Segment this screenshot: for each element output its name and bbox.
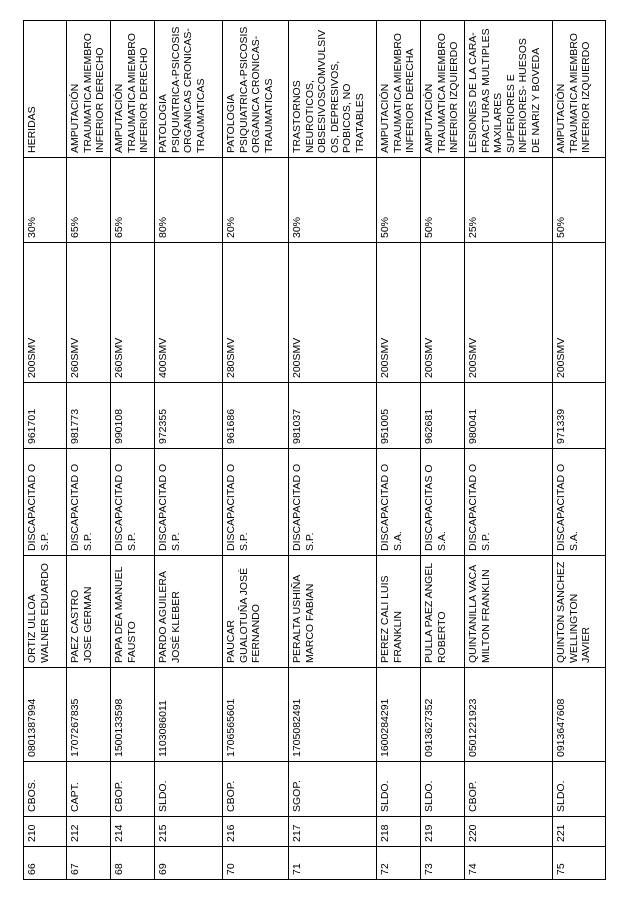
cell-no: 71 — [289, 847, 377, 880]
cell-id: 0801387994 — [24, 668, 67, 762]
cell-rank: CAPT. — [67, 762, 111, 817]
cell-desc: PATOLOGIA PSIQUIATRICA-PSICOSIS ORGANICA CRONICAS-TRAUMATICAS — [223, 21, 289, 158]
cell-pct: 50% — [553, 158, 606, 243]
cell-code: 220 — [465, 817, 553, 847]
cell-no: 66 — [24, 847, 67, 880]
cell-pct: 80% — [155, 158, 223, 243]
cell-name: PERALTA USHIÑA MARCO FABIAN — [289, 556, 377, 668]
cell-no: 68 — [111, 847, 155, 880]
rotated-table-page — [23, 21, 605, 880]
cell-type: DISCAPACITAD O S.P. — [111, 449, 155, 556]
cell-no: 69 — [155, 847, 223, 880]
cell-name: PEREZ CALI LUIS FRANKLIN — [377, 556, 421, 668]
cell-type: DISCAPACITAD O S.P. — [24, 449, 67, 556]
cell-amount: 280SMV — [223, 243, 289, 383]
table-row — [24, 21, 67, 880]
cell-num: 961686 — [223, 383, 289, 449]
cell-pct: 50% — [377, 158, 421, 243]
cell-id: 1500133598 — [111, 668, 155, 762]
cell-type: DISCAPACITAD O S.P. — [223, 449, 289, 556]
cell-amount: 200SMV — [421, 243, 465, 383]
cell-desc: AMPUTACIÓN TRAUMATICA MIEMBRO INFERIOR IZQUIERDO — [553, 21, 606, 158]
cell-num: 980041 — [465, 383, 553, 449]
cell-code: 221 — [553, 817, 606, 847]
cell-type: DISCAPACITAD O S.A. — [377, 449, 421, 556]
cell-type: DISCAPACITAD O S.P. — [465, 449, 553, 556]
cell-num: 990108 — [111, 383, 155, 449]
cell-code: 219 — [421, 817, 465, 847]
cell-rank: SLDO. — [553, 762, 606, 817]
cell-rank: CBOP. — [223, 762, 289, 817]
cell-desc: AMPUTACIÓN TRAUMATICA MIEMBRO INFERIOR DERECHA — [377, 21, 421, 158]
cell-name: PAEZ CASTRO JOSE GERMAN — [67, 556, 111, 668]
cell-rank: CBOS. — [24, 762, 67, 817]
cell-code: 214 — [111, 817, 155, 847]
cell-code: 217 — [289, 817, 377, 847]
cell-pct: 65% — [111, 158, 155, 243]
cell-desc: PATOLOGIA PSIQUIATRICA-PSICOSIS ORGANICAS CRONICAS-TRAUMATICAS — [155, 21, 223, 158]
cell-rank: SLDO. — [155, 762, 223, 817]
cell-type: DISCAPACITAD O S.P. — [289, 449, 377, 556]
cell-rank: SGOP. — [289, 762, 377, 817]
cell-desc: AMPUTACIÓN TRAUMATICA MIEMBRO INFERIOR DERECHO — [111, 21, 155, 158]
cell-code: 218 — [377, 817, 421, 847]
cell-id: 1103086011 — [155, 668, 223, 762]
cell-num: 962681 — [421, 383, 465, 449]
table-row — [289, 21, 377, 880]
cell-amount: 200SMV — [377, 243, 421, 383]
table-row — [223, 21, 289, 880]
cell-amount: 260SMV — [111, 243, 155, 383]
cell-amount: 200SMV — [24, 243, 67, 383]
cell-num: 971339 — [553, 383, 606, 449]
cell-type: DISCAPACITAS O S.A. — [421, 449, 465, 556]
cell-no: 70 — [223, 847, 289, 880]
cell-amount: 200SMV — [553, 243, 606, 383]
cell-rank: CBOP. — [111, 762, 155, 817]
cell-code: 212 — [67, 817, 111, 847]
cell-type: DISCAPACITAD O S.A. — [553, 449, 606, 556]
cell-type: DISCAPACITAD O S.P. — [155, 449, 223, 556]
cell-rank: SLDO. — [421, 762, 465, 817]
cell-id: 0501221923 — [465, 668, 553, 762]
cell-id: 1600284291 — [377, 668, 421, 762]
cell-pct: 30% — [289, 158, 377, 243]
cell-name: PAPA DEA MANUEL FAUSTO — [111, 556, 155, 668]
table-row — [67, 21, 111, 880]
cell-id: 1707267835 — [67, 668, 111, 762]
cell-id: 1705082491 — [289, 668, 377, 762]
cell-desc: AMPUTACIÓN TRAUMATICA MIEMBRO INFERIOR DERECHO — [67, 21, 111, 158]
cell-pct: 65% — [67, 158, 111, 243]
table-row — [553, 21, 606, 880]
cell-pct: 30% — [24, 158, 67, 243]
cell-no: 67 — [67, 847, 111, 880]
cell-pct: 20% — [223, 158, 289, 243]
cell-name: ORTIZ ULLOA WALNER EDUARDO — [24, 556, 67, 668]
cell-desc: HERIDAS — [24, 21, 67, 158]
cell-name: PARDO AGUILERA JOSÉ KLEBER — [155, 556, 223, 668]
cell-desc: LESIONES DE LA CARA-FRACTURAS MULTIPLES MAXILARES SUPERIORES E INFERIORES- HUESOS DE NARIZ Y BOVEDA — [465, 21, 553, 158]
cell-name: PAUCAR GUALOTUÑA JOSÉ FERNANDO — [223, 556, 289, 668]
cell-type: DISCAPACITAD O S.P. — [67, 449, 111, 556]
cell-no: 72 — [377, 847, 421, 880]
cell-id: 0913647608 — [553, 668, 606, 762]
cell-code: 215 — [155, 817, 223, 847]
cell-no: 75 — [553, 847, 606, 880]
cell-pct: 50% — [421, 158, 465, 243]
table-row — [111, 21, 155, 880]
table-row — [465, 21, 553, 880]
cell-num: 961701 — [24, 383, 67, 449]
cell-num: 981037 — [289, 383, 377, 449]
cell-name: QUINTANILLA VACA MILTON FRANKLIN — [465, 556, 553, 668]
table-body — [24, 21, 606, 880]
cell-no: 74 — [465, 847, 553, 880]
cell-no: 73 — [421, 847, 465, 880]
cell-name: QUINTON SANCHEZ WELLINGTON JAVIER — [553, 556, 606, 668]
cell-code: 210 — [24, 817, 67, 847]
table-row — [421, 21, 465, 880]
table-row — [155, 21, 223, 880]
cell-desc: TRASTORNOS NEUROTICOS, OBSESIVOSCOMVULSIV OS, DEPRESIVOS, POBICOS, NO TRATABLES — [289, 21, 377, 158]
cell-amount: 200SMV — [289, 243, 377, 383]
cell-num: 972355 — [155, 383, 223, 449]
cell-pct: 25% — [465, 158, 553, 243]
cell-num: 981773 — [67, 383, 111, 449]
cell-rank: SLDO. — [377, 762, 421, 817]
cell-amount: 400SMV — [155, 243, 223, 383]
cell-desc: AMPUTACIÓN TRAUMATICA MIEMBRO INFERIOR IZQUIERDO — [421, 21, 465, 158]
cell-name: PULLA PAEZ ANGEL ROBERTO — [421, 556, 465, 668]
cell-id: 1706565601 — [223, 668, 289, 762]
cell-id: 0913627352 — [421, 668, 465, 762]
cell-amount: 200SMV — [465, 243, 553, 383]
cell-amount: 260SMV — [67, 243, 111, 383]
beneficiaries-table — [23, 20, 606, 880]
cell-num: 951005 — [377, 383, 421, 449]
cell-rank: CBOP. — [465, 762, 553, 817]
table-row — [377, 21, 421, 880]
cell-code: 216 — [223, 817, 289, 847]
